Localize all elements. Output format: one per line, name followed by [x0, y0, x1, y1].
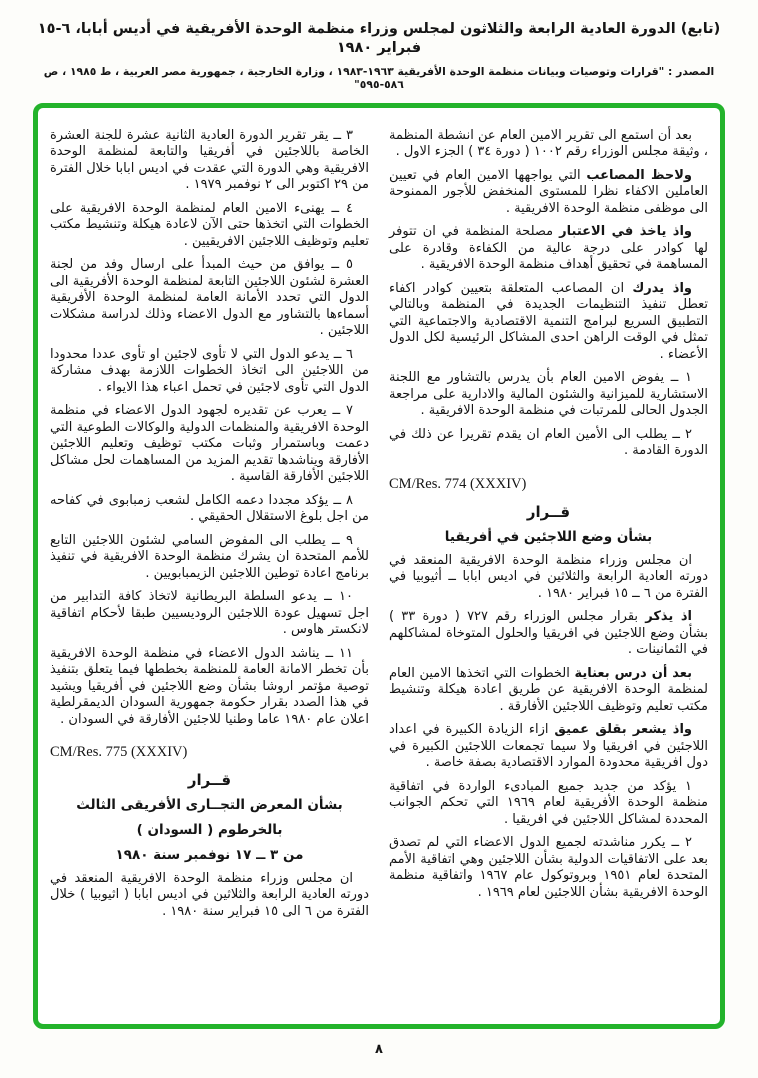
paragraph: [389, 281, 708, 364]
paragraph-lead: اذ يذكر: [645, 609, 692, 625]
paragraph-text: الخطوات التي اتخذها الامين العام لمنظمة الوحدة الافريقية عن طريق اعادة هيكلة وتنشيط مكتب تعليم وتوظيف اللاجئين الأفارقة .: [389, 665, 708, 714]
operative-clause: ٩ ــ يطلب الى المفوض السامي لشئون اللاجئين التابع للأمم المتحدة ان يشرك منظمة الوحدة الافريقية في تنفيذ برنامج اعادة توطين اللاجئين الزيمبابويين .: [50, 532, 369, 581]
paragraph-text: ازاء الزيادة الكبيرة في اعداد اللاجئين في افريقيا ولا سيما تجمعات اللاجئين الكبيرة في دول افريقية محدودة الموارد الاقتصادية بصفة خاصة .: [389, 722, 708, 771]
session-title: (تابع) الدورة العادية الرابعة والثلاثون لمجلس وزراء منظمة الوحدة الأفريقية في أديس أبابا، ٦-١٥ فبراير ١٩٨٠: [37, 21, 721, 56]
resolution-code: CM/Res. 775 (XXXIV): [50, 744, 188, 761]
green-border-frame: [33, 103, 725, 1029]
two-column-layout: [50, 128, 708, 1016]
operative-clause: ٦ ــ يدعو الدول التي لا تأوى لاجئين او تأوى عددا محدودا من اللاجئين الى اتخاذ الخطوات اللازمة بهدف مشاركة الدول التي تأوى لاجئين في تحمل اعباء هذا الايواء .: [50, 346, 369, 395]
paragraph-lead: بعد أن درس بعناية: [574, 665, 692, 681]
page-number: ٨: [375, 1041, 383, 1057]
resolution-subject-location: بالخرطوم ( السودان ): [136, 822, 283, 839]
resolution-heading: قــرار: [526, 502, 571, 521]
paragraph-lead: واذ ياخذ في الاعتبار: [559, 224, 693, 240]
operative-clause: ٨ ــ يؤكد مجددا دعمه الكامل لشعب زمبابوى في كفاحه من اجل بلوغ الاستقلال الحقيقي .: [50, 492, 369, 525]
operative-clause: ٢ ــ يطلب الى الأمين العام ان يقدم تقريرا عن ذلك في الدورة القادمة .: [389, 426, 708, 459]
paragraph: [389, 168, 708, 218]
paragraph: ان مجلس وزراء منظمة الوحدة الافريقية المنعقد في دورته العادية الرابعة والثلاثين في اديس ابابا ( اثيوبيا ) خلال الفترة من ٦ الى ١٥ فبراير سنة ١٩٨٠ .: [50, 870, 369, 919]
operative-clause: ١١ ــ يناشد الدول الاعضاء في منظمة الوحدة الافريقية بأن تخطر الامانة العامة للمنظمة بخططها فيما يتعلق بتنفيذ توصية مؤتمر اروشا بشأن وضع اللاجئين في أفريقيا ويشيد في هذا الصدد بقرار حكومة جمهورية السودان الديمقرلطية اعلان عام ١٩٨٠ عاما وطنيا للاجئين الأفارقة في السودان .: [50, 645, 369, 727]
paragraph: [389, 224, 708, 274]
resolution-subject: بشأن المعرض التجــارى الأفريقى الثالث: [76, 797, 343, 814]
paragraph: [389, 609, 708, 659]
resolution-heading: قــرار: [187, 771, 232, 790]
paragraph-text: ان المصاعب المتعلقة بتعيين كوادر اكفاء تعطل تنفيذ التنظيمات الجديدة في المنظمة وبالتالي التطبيق السريع لبرامج التنمية الاقتصادية والاجتماعية التي تمثل في الوقت الراهن احدى المشاكل الرئيسية لكل الدول الأعضاء .: [389, 280, 708, 362]
operative-clause: ٧ ــ يعرب عن تقديره لجهود الدول الاعضاء في منظمة الوحدة الافريقية والمنظمات الدولية والوكالات الطوعية التي دعمت وباستمرار وثبات مكتب توظيف وتعليم اللاجئين الأفارقة ويناشدها تقديم المزيد من المساهمات لحل مشاكل اللاجئين الأفارقة القاسية .: [50, 403, 369, 485]
operative-clause: ٢ ــ يكرر مناشدته لجميع الدول الاعضاء التي لم تصدق بعد على الاتفاقيات الدولية بشأن اللاجئين وهي اتفاقية الأمم المتحدة لعام ١٩٥١ وبروتوكول عام ١٩٦٧ واتفاقية منظمة الوحدة الافريقية بشأن اللاجئين لعام ١٩٦٩ .: [389, 835, 709, 900]
paragraph: [389, 722, 708, 772]
paragraph-text: مصلحة المنظمة في ان تتوفر لها كوادر على درجة عالية من الكفاءة وقادرة على المساهمة في تحقيق أهداف منظمة الوحدة الافريقية .: [389, 224, 708, 273]
resolution-subject-dates: من ٣ ــ ١٧ نوفمبر سنة ١٩٨٠: [115, 846, 304, 863]
page-header: [0, 0, 758, 91]
paragraph-lead: ولاحظ المصاعب: [586, 167, 692, 183]
paragraph-text: بعد أن استمع الى تقرير الامين العام عن انشطة المنظمة ، وثيقة مجلس الوزراء رقم ١٠٠٢ ( دورة ٣٤ ) الجزء الاول .: [389, 127, 708, 160]
operative-clause: ١ ــ يفوض الامين العام بأن يدرس بالتشاور مع اللجنة الاستشارية للميزانية والشئون المالية والادارية على مراجعة الجدول الحالى للمرتبات في منظمة الوحدة الافريقية .: [389, 370, 708, 419]
operative-clause: ٤ ــ يهنىء الامين العام لمنظمة الوحدة الافريقية على الخطوات التي اتخذها حتى الآن لاعادة هيكلة وتنشيط مكتب تعليم وتوظيف اللاجئين الافريقيين .: [50, 200, 369, 249]
paragraph: [389, 128, 708, 161]
resolution-subject: بشأن وضع اللاجئين في أفريقيا: [444, 528, 653, 545]
paragraph-text: بقرار مجلس الوزراء رقم ٧٢٧ ( دورة ٣٣ ) بشأن وضع اللاجئين في افريقيا والحلول المتوخاة لمشاكلهم في الثمانينات .: [389, 609, 708, 658]
operative-clause: ١ يؤكد من جديد جميع المبادىء الواردة في اتفاقية منظمة الوحدة الأفريقية لعام ١٩٦٩ التي تحكم الجوانب المحددة لمشاكل اللاجئين في افريقيا .: [389, 778, 708, 827]
source-citation: المصدر : "قرارات وتوصيات وبيانات منظمة الوحدة الأفريقية ١٩٦٣-١٩٨٣ ، وزارة الخارجية ، جمهورية مصر العربية ، ط ١٩٨٥ ، ص ٥٨٦-٥٩٥": [43, 64, 715, 91]
operative-clause: ٣ ــ يقر تقرير الدورة العادية الثانية عشرة للجنة العشرة الخاصة باللاجئين في أفريقيا والتابعة لمنظمة الوحدة الافريقية وهي الدورة التي عقدت في اديس ابابا خلال الفترة من ٢٩ اكتوبر الى ٢ نوفمبر ١٩٧٩ .: [50, 127, 369, 193]
paragraph: [389, 666, 708, 716]
resolution-code: CM/Res. 774 (XXXIV): [389, 475, 527, 492]
column-right: [389, 128, 708, 1016]
column-left: [50, 128, 369, 1016]
paragraph-text: التي يواجهها الامين العام في تعيين العاملين الاكفاء نظرا للمستوى المنخفض للأجور الممنوحة الى موظفى منظمة الوحدة الافريقية .: [389, 167, 708, 216]
paragraph-lead: واذ يشعر بقلق عميق: [554, 722, 692, 738]
operative-clause: ١٠ ــ يدعو السلطة البريطانية لاتخاذ كافة التدابير من اجل تسهيل عودة اللاجئين الروديسيين طبقا لأحكام اتفاقية لانكستر هاوس .: [50, 589, 369, 638]
operative-clause: ٥ ــ يوافق من حيث المبدأ على ارسال وفد من لجنة العشرة لشئون اللاجئين التابعة لمنظمة الوحدة الأفريقية الى الدول التي تحدد الأمانة العامة لمنظمة الوحدة الأفريقية أسماءها بالتشاور مع الدول الاعضاء وذلك لدراسة مشكلات اللاجئين .: [50, 257, 369, 339]
paragraph: ان مجلس وزراء منظمة الوحدة الافريقية المنعقد في دورته العادية الرابعة والثلاثين في اديس ابابا ــ أثيوبيا في الفترة من ٦ ــ ١٥ فبراير ١٩٨٠ .: [389, 552, 708, 601]
paragraph-lead: واذ يدرك: [632, 280, 692, 296]
